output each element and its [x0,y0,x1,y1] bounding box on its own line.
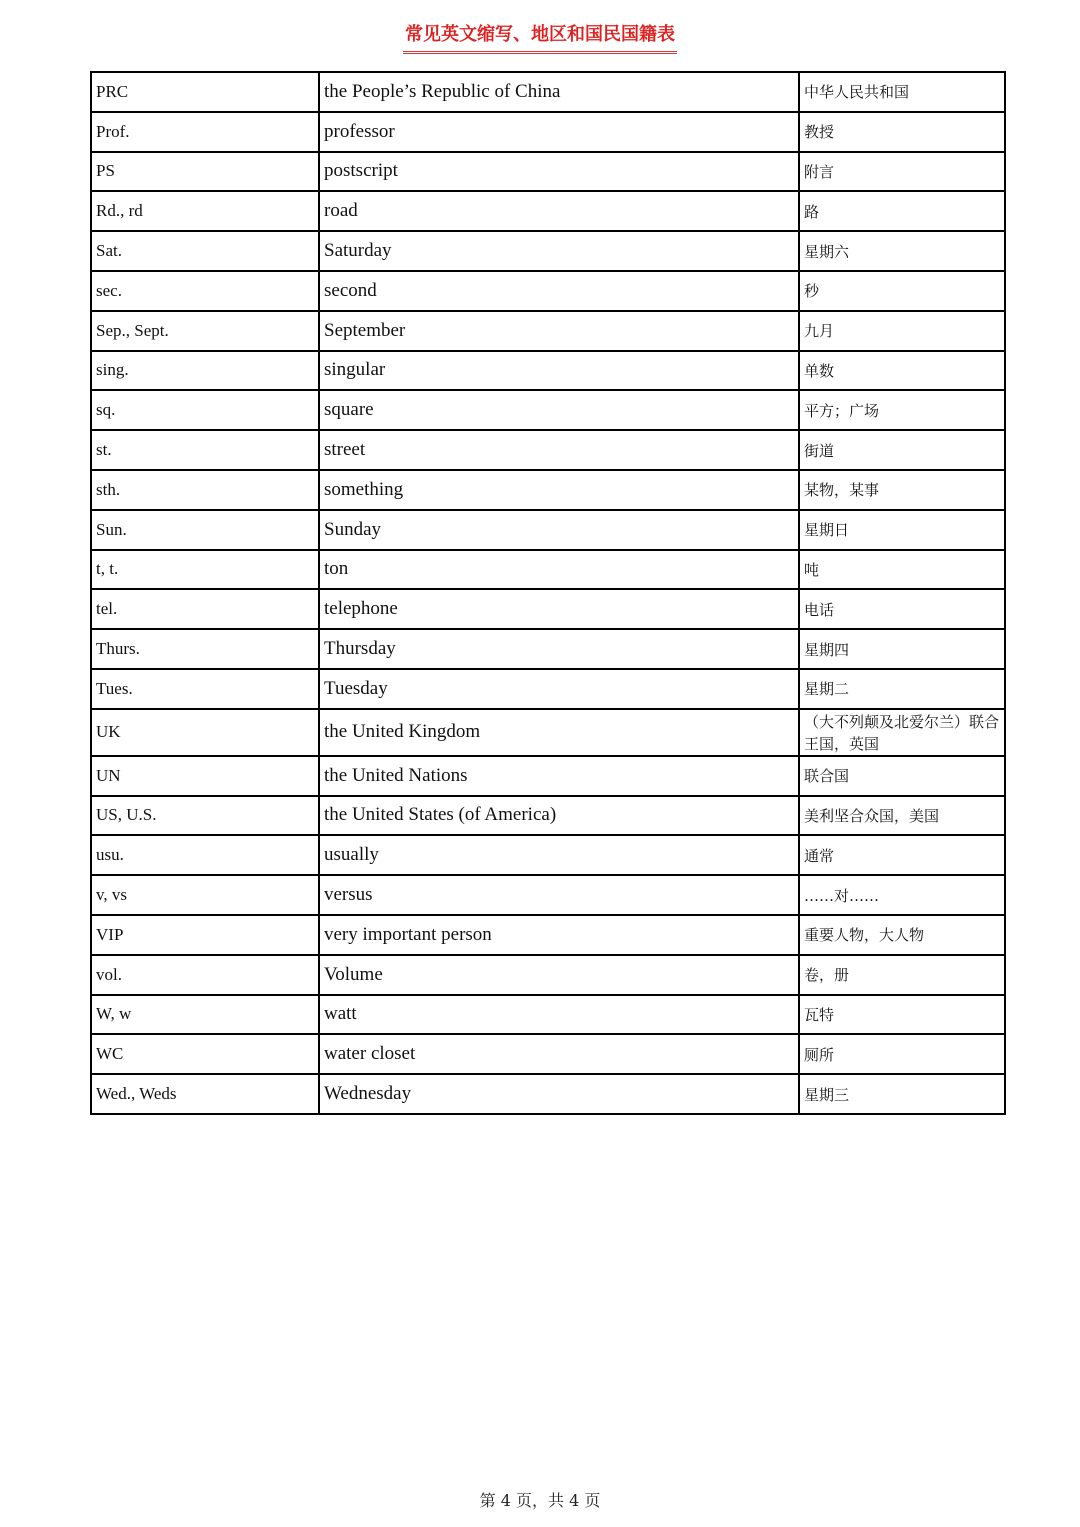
abbreviation-cell: sec. [91,271,319,311]
full-form-cell: Saturday [319,231,799,271]
table-row [91,995,1005,1035]
chinese-meaning-cell: 联合国 [799,756,1005,796]
full-form-cell: something [319,470,799,510]
chinese-meaning-cell: 卷，册 [799,955,1005,995]
abbreviation-cell: PRC [91,72,319,112]
chinese-meaning-cell: 电话 [799,589,1005,629]
full-form-cell: telephone [319,589,799,629]
abbreviation-cell: Prof. [91,112,319,152]
full-form-cell: Wednesday [319,1074,799,1114]
full-form-cell: September [319,311,799,351]
full-form-cell: the People’s Republic of China [319,72,799,112]
full-form-cell: professor [319,112,799,152]
table-row [91,152,1005,192]
chinese-meaning-cell: 通常 [799,835,1005,875]
full-form-cell: versus [319,875,799,915]
full-form-cell: usually [319,835,799,875]
abbreviation-cell: st. [91,430,319,470]
table-row [91,191,1005,231]
table-row [91,470,1005,510]
abbreviation-cell: WC [91,1034,319,1074]
full-form-cell: Tuesday [319,669,799,709]
table-row [91,915,1005,955]
chinese-meaning-cell: 瓦特 [799,995,1005,1035]
chinese-meaning-cell: （大不列颠及北爱尔兰）联合王国，英国 [799,709,1005,756]
abbreviation-cell: Wed., Weds [91,1074,319,1114]
table-row [91,589,1005,629]
table-row [91,112,1005,152]
abbreviation-cell: Sat. [91,231,319,271]
chinese-meaning-cell: 中华人民共和国 [799,72,1005,112]
full-form-cell: road [319,191,799,231]
chinese-meaning-cell: 九月 [799,311,1005,351]
full-form-cell: watt [319,995,799,1035]
full-form-cell: the United Nations [319,756,799,796]
abbreviation-cell: tel. [91,589,319,629]
full-form-cell: second [319,271,799,311]
table-row [91,1074,1005,1114]
chinese-meaning-cell: 吨 [799,550,1005,590]
chinese-meaning-cell: 重要人物，大人物 [799,915,1005,955]
abbreviation-cell: sth. [91,470,319,510]
chinese-meaning-cell: 附言 [799,152,1005,192]
full-form-cell: Sunday [319,510,799,550]
abbreviation-cell: t, t. [91,550,319,590]
abbreviation-cell: UK [91,709,319,756]
page-title-wrapper [0,22,1080,54]
abbreviation-cell: v, vs [91,875,319,915]
abbreviation-cell: Thurs. [91,629,319,669]
table-row [91,351,1005,391]
full-form-cell: water closet [319,1034,799,1074]
chinese-meaning-cell: 街道 [799,430,1005,470]
abbreviation-cell: PS [91,152,319,192]
chinese-meaning-cell: 星期日 [799,510,1005,550]
full-form-cell: singular [319,351,799,391]
chinese-meaning-cell: 路 [799,191,1005,231]
chinese-meaning-cell: 星期三 [799,1074,1005,1114]
abbreviation-cell: Sun. [91,510,319,550]
abbreviation-cell: UN [91,756,319,796]
abbreviation-cell: US, U.S. [91,796,319,836]
chinese-meaning-cell: 星期四 [799,629,1005,669]
table-row [91,271,1005,311]
full-form-cell: the United States (of America) [319,796,799,836]
page-footer: 第 4 页，共 4 页 [479,1491,601,1510]
chinese-meaning-cell: 平方；广场 [799,390,1005,430]
abbreviation-cell: usu. [91,835,319,875]
table-row [91,231,1005,271]
table-row [91,550,1005,590]
full-form-cell: the United Kingdom [319,709,799,756]
table-row [91,72,1005,112]
table-row [91,756,1005,796]
chinese-meaning-cell: 某物，某事 [799,470,1005,510]
full-form-cell: Volume [319,955,799,995]
abbreviation-cell: VIP [91,915,319,955]
full-form-cell: ton [319,550,799,590]
table-row [91,629,1005,669]
full-form-cell: postscript [319,152,799,192]
abbreviation-cell: Rd., rd [91,191,319,231]
table-row [91,311,1005,351]
table-row [91,875,1005,915]
table-row [91,510,1005,550]
table-row [91,430,1005,470]
table-row [91,669,1005,709]
chinese-meaning-cell: ……对…… [799,875,1005,915]
chinese-meaning-cell: 秒 [799,271,1005,311]
chinese-meaning-cell: 单数 [799,351,1005,391]
chinese-meaning-cell: 星期六 [799,231,1005,271]
full-form-cell: square [319,390,799,430]
table-row [91,709,1005,756]
abbreviation-cell: Sep., Sept. [91,311,319,351]
chinese-meaning-cell: 厕所 [799,1034,1005,1074]
abbreviation-cell: W, w [91,995,319,1035]
page-title: 常见英文缩写、地区和国民国籍表 [403,22,677,54]
full-form-cell: street [319,430,799,470]
table-row [91,796,1005,836]
table-row [91,1034,1005,1074]
chinese-meaning-cell: 美利坚合众国，美国 [799,796,1005,836]
table-body [91,72,1005,1114]
abbreviation-table [90,71,1006,1115]
abbreviation-cell: Tues. [91,669,319,709]
full-form-cell: Thursday [319,629,799,669]
abbreviation-cell: vol. [91,955,319,995]
chinese-meaning-cell: 星期二 [799,669,1005,709]
chinese-meaning-cell: 教授 [799,112,1005,152]
table-row [91,835,1005,875]
abbreviation-cell: sq. [91,390,319,430]
table-row [91,390,1005,430]
abbreviation-cell: sing. [91,351,319,391]
full-form-cell: very important person [319,915,799,955]
table-row [91,955,1005,995]
